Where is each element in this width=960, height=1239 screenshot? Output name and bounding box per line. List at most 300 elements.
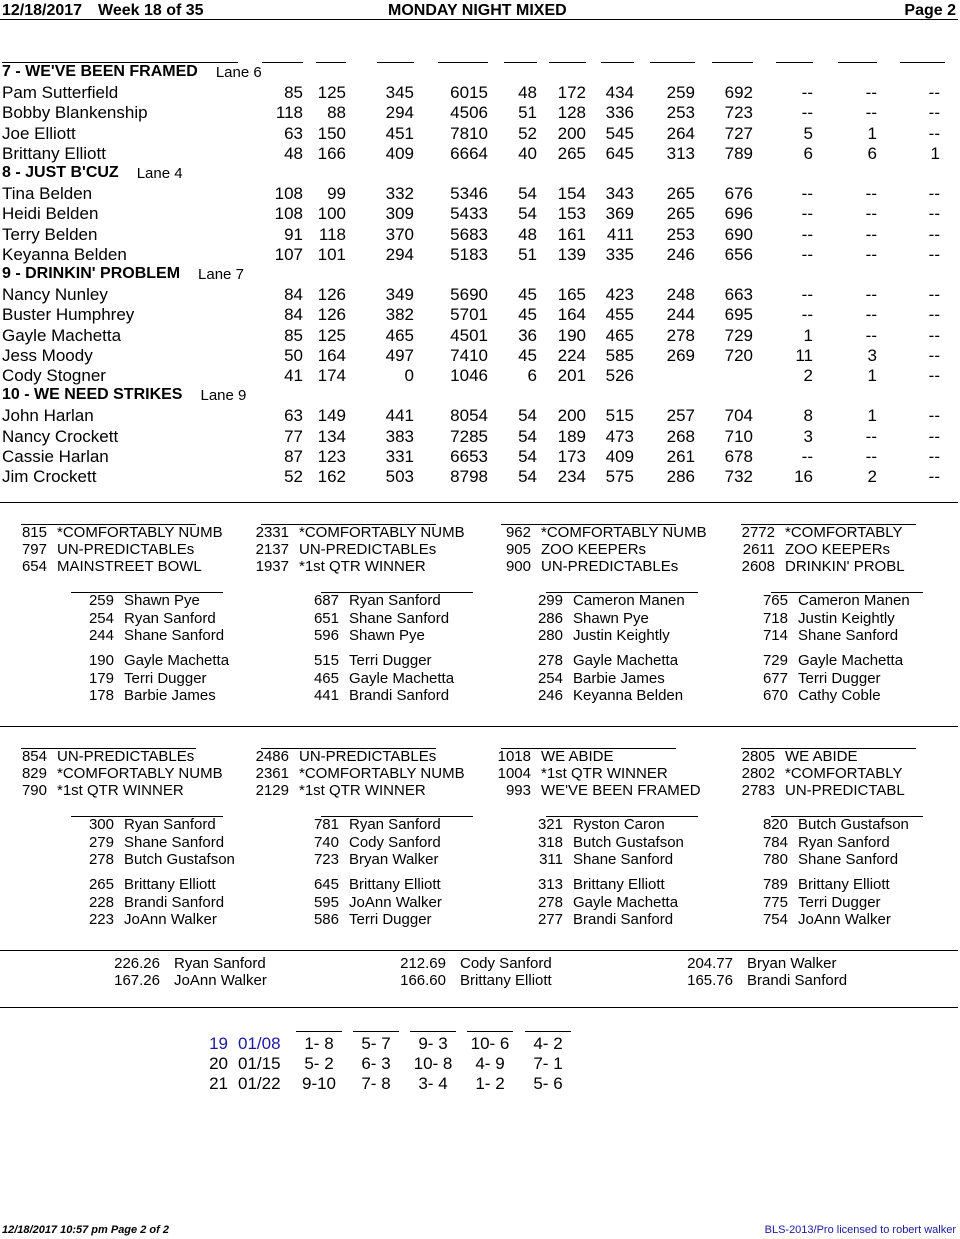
player-stat-avg: 164	[317, 345, 346, 365]
player-stat-avg: 162	[317, 467, 346, 486]
team-lane: Lane 4	[136, 165, 183, 182]
women-score-value: 789	[762, 876, 788, 893]
lane-matchup: 5- 7	[361, 1034, 391, 1053]
lane-pair-underline	[296, 1031, 342, 1032]
footer-license: BLS-2013/Pro licensed to robert walker	[764, 1224, 956, 1236]
player-stat-hdcp-sers: 678	[724, 446, 753, 466]
player-stat-hdcp-game: 286	[666, 467, 695, 486]
player-row	[0, 124, 960, 144]
player-stat-hdcp: 63	[284, 406, 303, 426]
team-name: 8 - JUST B'CUZ	[2, 164, 119, 181]
player-stat-600s: --	[928, 446, 940, 466]
player-stat-gms: 45	[518, 285, 537, 305]
lane-pair-underline	[353, 1031, 399, 1032]
player-stat-200s: --	[865, 285, 877, 305]
player-stat-200s: --	[865, 325, 877, 345]
player-stat-high-sers: 411	[606, 224, 634, 244]
player-stat-high-sers: 336	[605, 103, 634, 123]
player-stat-hdcp: 77	[284, 426, 303, 446]
player-stat-high-sers: 645	[605, 143, 634, 163]
player-stat-avg: 101	[317, 244, 346, 264]
team-lane: Lane 6	[215, 64, 262, 81]
women-score-value: 754	[762, 911, 788, 928]
player-stat-gms: 36	[518, 325, 537, 345]
men-score-name: Shane Sanford	[798, 851, 899, 868]
men-score-value: 687	[313, 592, 339, 609]
player-stat-pins: 5433	[450, 204, 488, 224]
player-stat-gms: 54	[518, 426, 537, 446]
player-stat-total: 345	[385, 83, 414, 103]
women-score-name: Brandi Sanford	[349, 687, 450, 704]
women-score-value: 645	[313, 876, 339, 893]
player-stat-175s: 2	[803, 366, 813, 385]
men-score-name: Ryston Caron	[573, 816, 665, 833]
women-score-value: 278	[537, 652, 563, 669]
report-date: 12/18/2017	[2, 2, 83, 19]
men-score-name: Butch Gustafson	[798, 816, 909, 833]
player-stat-high-sers: 335	[605, 244, 634, 264]
player-stat-hdcp-game: 269	[666, 345, 695, 365]
player-stat-high-sers: 545	[605, 123, 634, 143]
lane-week-date: 01/15	[238, 1054, 281, 1073]
men-average-value: 212.69	[400, 955, 446, 972]
player-stat-hdcp-sers: 692	[724, 83, 753, 103]
women-score-value: 670	[762, 687, 788, 704]
women-score-value: 254	[537, 669, 563, 687]
men-score-value: 820	[762, 816, 788, 833]
player-stat-600s: --	[928, 467, 940, 486]
player-stat-high-game: 190	[557, 325, 586, 345]
men-score-value: 318	[537, 833, 563, 851]
player-stat-gms: 54	[518, 467, 537, 486]
team-score-value: 797	[21, 541, 47, 558]
men-score-value: 286	[537, 609, 563, 627]
player-stat-total: 294	[385, 244, 414, 264]
team-score-value: 2772	[741, 524, 775, 541]
women-score-name: Gayle Machetta	[798, 652, 904, 669]
men-score-value: 299	[537, 592, 563, 609]
men-score-name: Cameron Manen	[573, 592, 685, 609]
player-stat-high-sers: 473	[605, 426, 634, 446]
player-name: Terry Belden	[2, 224, 98, 244]
player-stat-total: 441	[385, 406, 414, 426]
player-stat-200s: --	[865, 446, 877, 466]
player-stat-pins: 8798	[450, 467, 488, 486]
player-row	[0, 406, 960, 426]
women-score-value: 313	[537, 876, 563, 893]
player-row	[0, 285, 960, 305]
men-score-name: Butch Gustafson	[124, 851, 235, 868]
section-rule	[0, 502, 958, 503]
team-score-value: 905	[505, 541, 531, 558]
player-stat-hdcp: 118	[275, 103, 303, 123]
lane-matchup: 5- 6	[533, 1074, 563, 1093]
player-stat-total: 0	[404, 366, 414, 385]
men-score-name: Shane Sanford	[573, 851, 674, 868]
player-stat-pins: 4506	[450, 103, 488, 123]
player-stat-hdcp-game: 246	[666, 244, 695, 264]
player-stat-high-game: 234	[557, 467, 586, 486]
player-stat-hdcp-sers: 676	[724, 184, 753, 204]
lane-matchup: 7- 8	[361, 1074, 391, 1093]
player-name: Jim Crockett	[2, 467, 97, 486]
player-stat-hdcp-game: 278	[666, 325, 695, 345]
team-score-value: 962	[505, 524, 531, 541]
women-score-name: Terri Dugger	[798, 893, 881, 911]
player-stat-hdcp: 85	[284, 83, 303, 103]
player-stat-175s: --	[801, 103, 813, 123]
women-average-value: 167.26	[114, 972, 160, 989]
men-score-value: 311	[539, 851, 563, 868]
league-name: MONDAY NIGHT MIXED	[388, 2, 567, 19]
player-row	[0, 103, 960, 123]
player-stat-pins: 1046	[450, 366, 488, 385]
team-score-value: 829	[21, 765, 47, 782]
player-stat-175s: --	[801, 446, 813, 466]
player-stat-hdcp-sers: 732	[724, 467, 753, 486]
team-score-value: 790	[21, 782, 47, 799]
player-stat-avg: 134	[317, 426, 346, 446]
men-score-value: 259	[88, 592, 114, 609]
men-score-value: 765	[762, 592, 788, 609]
team-header-row	[0, 164, 960, 184]
team-header-row	[0, 265, 960, 285]
section-rule	[0, 726, 958, 727]
men-score-value: 300	[88, 816, 114, 833]
player-stat-200s: --	[865, 224, 877, 244]
player-stat-hdcp-sers: 704	[724, 406, 753, 426]
player-stat-avg: 100	[317, 204, 346, 224]
player-stat-hdcp-game: 265	[666, 204, 695, 224]
player-stat-total: 349	[385, 285, 414, 305]
player-stat-hdcp: 63	[284, 123, 303, 143]
player-stat-hdcp-sers: 695	[724, 305, 753, 325]
player-stat-200s: --	[865, 83, 877, 103]
lane-week-number: 20	[209, 1054, 228, 1073]
player-stat-hdcp-sers: 723	[724, 103, 753, 123]
player-row	[0, 225, 960, 245]
women-score-name: Gayle Machetta	[573, 893, 679, 911]
player-stat-200s: --	[865, 204, 877, 224]
player-stat-total: 331	[385, 446, 414, 466]
player-stat-pins: 6664	[450, 143, 488, 163]
women-score-name: Gayle Machetta	[349, 669, 455, 687]
player-row	[0, 204, 960, 224]
player-stat-hdcp: 108	[274, 184, 303, 204]
team-score-value: 2129	[255, 782, 289, 799]
women-score-value: 178	[88, 687, 114, 704]
player-stat-total: 370	[385, 224, 414, 244]
player-row	[0, 144, 960, 164]
player-stat-high-game: 153	[557, 204, 586, 224]
lane-matchup: 7- 1	[533, 1054, 563, 1073]
men-score-name: Shawn Pye	[124, 592, 200, 609]
player-stat-600s: --	[928, 426, 940, 446]
player-stat-avg: 149	[317, 406, 346, 426]
player-name: Jess Moody	[2, 345, 93, 365]
team-score-value: 2361	[255, 765, 289, 782]
team-score-value: 1004	[497, 765, 531, 782]
team-score-value: 2137	[255, 541, 289, 558]
women-score-name: Terri Dugger	[349, 911, 432, 928]
men-score-value: 651	[313, 609, 339, 627]
team-score-name: ZOO KEEPERs	[541, 541, 647, 558]
player-stat-600s: --	[928, 305, 940, 325]
player-stat-pins: 5683	[450, 224, 488, 244]
men-average-name: Cody Sanford	[460, 955, 552, 972]
player-stat-hdcp: 108	[274, 204, 303, 224]
player-stat-175s: --	[801, 285, 813, 305]
team-name: 7 - WE'VE BEEN FRAMED	[2, 63, 198, 80]
player-stat-pins: 5346	[450, 184, 488, 204]
player-name: Heidi Belden	[2, 204, 99, 224]
lane-week-number: 19	[209, 1034, 228, 1053]
player-row	[0, 447, 960, 467]
player-stat-high-sers: 343	[605, 184, 634, 204]
men-score-value: 781	[313, 816, 339, 833]
player-stat-600s: --	[928, 285, 940, 305]
women-score-name: Terri Dugger	[349, 652, 432, 669]
women-score-value: 228	[88, 893, 114, 911]
team-score-value: 1937	[255, 558, 289, 575]
team-score-name: *COMFORTABLY NUMB	[299, 765, 465, 782]
player-stat-175s: 6	[803, 143, 813, 163]
team-lane: Lane 7	[198, 266, 244, 283]
men-score-name: Bryan Walker	[349, 851, 439, 868]
player-stat-hdcp-sers: 663	[724, 285, 753, 305]
men-score-value: 254	[88, 609, 114, 627]
player-stat-high-sers: 575	[605, 467, 634, 486]
player-stat-600s: 1	[930, 143, 940, 163]
player-stat-600s: --	[928, 406, 940, 426]
women-average-name: Brandi Sanford	[747, 972, 848, 989]
team-score-name: *1st QTR WINNER	[57, 782, 184, 799]
player-stat-high-game: 128	[557, 103, 586, 123]
player-stat-175s: --	[801, 83, 813, 103]
player-stat-hdcp-sers: 729	[724, 325, 753, 345]
team-score-value: 2611	[742, 541, 775, 558]
women-score-name: Keyanna Belden	[573, 687, 684, 704]
lane-week-date: 01/08	[238, 1034, 281, 1053]
player-stat-avg: 125	[317, 83, 346, 103]
player-stat-gms: 48	[518, 224, 537, 244]
team-score-name: UN-PREDICTABLEs	[541, 558, 679, 575]
lane-matchup: 9-10	[301, 1074, 337, 1093]
team-score-value: 2331	[255, 524, 289, 541]
player-stat-hdcp: 48	[284, 143, 303, 163]
player-stat-600s: --	[928, 244, 940, 264]
team-score-name: MAINSTREET BOWL	[57, 558, 202, 575]
men-score-value: 723	[313, 851, 339, 868]
player-stat-avg: 174	[317, 366, 346, 385]
women-score-value: 586	[313, 911, 339, 928]
team-score-value: 2486	[255, 748, 289, 765]
player-stat-gms: 45	[518, 345, 537, 365]
women-score-name: Brandi Sanford	[573, 911, 674, 928]
men-score-name: Shane Sanford	[124, 833, 225, 851]
lane-pair-underline	[467, 1031, 513, 1032]
player-stat-200s: 2	[867, 467, 877, 486]
women-score-name: Cathy Coble	[798, 687, 881, 704]
player-stat-hdcp: 52	[284, 467, 303, 486]
team-score-name: ZOO KEEPERs	[785, 541, 891, 558]
player-stat-600s: --	[928, 83, 940, 103]
player-stat-175s: 11	[795, 345, 813, 365]
player-stat-600s: --	[928, 123, 940, 143]
team-score-name: WE ABIDE	[785, 748, 858, 765]
women-score-value: 265	[88, 876, 114, 893]
team-score-value: 654	[21, 558, 47, 575]
lane-matchup: 10- 6	[470, 1034, 510, 1053]
player-stat-hdcp-sers: 710	[724, 426, 753, 446]
player-name: Cassie Harlan	[2, 446, 109, 466]
women-score-name: Barbie James	[124, 687, 216, 704]
women-score-value: 515	[313, 652, 339, 669]
men-score-value: 780	[762, 851, 788, 868]
player-stat-avg: 126	[317, 305, 346, 325]
player-stat-total: 383	[385, 426, 414, 446]
player-stat-hdcp-game: 268	[666, 426, 695, 446]
player-stat-pins: 4501	[450, 325, 488, 345]
team-score-name: *COMFORTABLY NUMB	[299, 524, 465, 541]
player-stat-200s: 1	[867, 123, 877, 143]
player-name: Bobby Blankenship	[2, 103, 148, 123]
lane-matchup: 5- 2	[304, 1054, 334, 1073]
women-score-value: 775	[762, 893, 788, 911]
player-name: Joe Elliott	[2, 123, 76, 143]
player-stat-total: 409	[385, 143, 414, 163]
men-score-name: Cameron Manen	[798, 592, 910, 609]
men-score-value: 280	[537, 627, 563, 644]
team-name: 9 - DRINKIN' PROBLEM	[2, 265, 181, 282]
player-row	[0, 427, 960, 447]
lane-matchup: 10- 8	[413, 1054, 453, 1073]
team-score-name: UN-PREDICTABLEs	[57, 748, 195, 765]
player-stat-high-sers: 434	[605, 83, 634, 103]
men-score-value: 740	[313, 833, 339, 851]
player-stat-hdcp-game: 257	[666, 406, 695, 426]
women-average-name: JoAnn Walker	[174, 972, 267, 989]
player-stat-600s: --	[928, 345, 940, 365]
week-label: Week 18 of 35	[98, 2, 204, 19]
player-stat-high-game: 189	[557, 426, 586, 446]
men-average-name: Ryan Sanford	[174, 955, 266, 972]
player-stat-200s: --	[865, 305, 877, 325]
women-average-name: Brittany Elliott	[460, 972, 552, 989]
team-score-name: *COMFORTABLY NUMB	[541, 524, 707, 541]
men-score-value: 279	[88, 833, 114, 851]
lane-matchup: 3- 4	[418, 1074, 448, 1093]
team-score-name: *COMFORTABLY NUMB	[57, 765, 223, 782]
player-name: Cody Stogner	[2, 366, 106, 385]
player-stat-gms: 6	[527, 366, 537, 385]
women-score-name: JoAnn Walker	[349, 893, 442, 911]
men-score-value: 784	[762, 833, 788, 851]
player-row	[0, 366, 960, 386]
player-stat-600s: --	[928, 224, 940, 244]
team-name: 10 - WE NEED STRIKES	[2, 386, 183, 404]
player-stat-600s: --	[928, 204, 940, 224]
player-stat-pins: 7285	[450, 426, 488, 446]
player-stat-total: 465	[385, 325, 414, 345]
player-stat-pins: 7810	[450, 123, 488, 143]
team-score-value: 2802	[741, 765, 775, 782]
player-row	[0, 184, 960, 204]
player-stat-200s: --	[865, 103, 877, 123]
men-score-name: Shawn Pye	[573, 609, 649, 627]
women-score-value: 179	[88, 669, 114, 687]
player-stat-pins: 6653	[450, 446, 488, 466]
team-score-name: *COMFORTABLY NUMB	[57, 524, 223, 541]
player-row	[0, 346, 960, 366]
section-rule	[0, 950, 958, 951]
lane-matchup: 9- 3	[418, 1034, 448, 1053]
player-stat-hdcp-game: 261	[666, 446, 695, 466]
player-stat-pins: 6015	[450, 83, 488, 103]
player-stat-avg: 123	[317, 446, 346, 466]
women-score-name: Terri Dugger	[124, 669, 207, 687]
team-score-name: *1st QTR WINNER	[299, 782, 426, 799]
team-score-value: 993	[505, 782, 531, 799]
women-average-value: 165.76	[687, 972, 733, 989]
player-stat-high-game: 224	[557, 345, 586, 365]
team-score-name: *COMFORTABLY	[785, 524, 903, 541]
lane-pair-underline	[410, 1031, 456, 1032]
women-score-name: Brittany Elliott	[798, 876, 890, 893]
men-score-value: 718	[762, 609, 788, 627]
women-score-name: JoAnn Walker	[124, 911, 217, 928]
player-stat-hdcp-game: 313	[666, 143, 695, 163]
lane-matchup: 4- 9	[475, 1054, 505, 1073]
player-stat-gms: 40	[518, 143, 537, 163]
women-score-value: 190	[88, 652, 114, 669]
player-stat-hdcp: 41	[284, 366, 303, 385]
men-score-value: 321	[537, 816, 563, 833]
player-stat-200s: --	[865, 426, 877, 446]
player-stat-hdcp-sers: 690	[724, 224, 753, 244]
team-score-name: WE'VE BEEN FRAMED	[541, 782, 701, 799]
team-score-name: UN-PREDICTABL	[785, 782, 905, 799]
player-stat-avg: 88	[327, 103, 346, 123]
men-score-name: Shane Sanford	[798, 627, 899, 644]
player-stat-200s: --	[865, 184, 877, 204]
player-stat-high-game: 265	[557, 143, 586, 163]
women-score-name: Gayle Machetta	[573, 652, 679, 669]
player-row	[0, 467, 960, 487]
women-score-name: Barbie James	[573, 669, 665, 687]
player-stat-gms: 54	[518, 406, 537, 426]
men-score-name: Ryan Sanford	[798, 833, 890, 851]
player-stat-high-sers: 585	[605, 345, 634, 365]
player-stat-200s: --	[865, 244, 877, 264]
footer-printed: 12/18/2017 10:57 pm Page 2 of 2	[2, 1224, 169, 1236]
men-score-name: Ryan Sanford	[124, 816, 216, 833]
player-stat-175s: --	[801, 184, 813, 204]
player-stat-high-game: 200	[557, 123, 586, 143]
player-stat-avg: 99	[327, 184, 346, 204]
player-row	[0, 245, 960, 265]
section-rule	[0, 1007, 958, 1008]
player-stat-175s: --	[801, 305, 813, 325]
team-score-value: 900	[505, 558, 531, 575]
men-average-name: Bryan Walker	[747, 955, 837, 972]
player-stat-600s: --	[928, 103, 940, 123]
team-lane: Lane 9	[200, 387, 247, 405]
men-score-name: Ryan Sanford	[349, 816, 441, 833]
lane-week-date: 01/22	[238, 1074, 281, 1093]
player-stat-600s: --	[928, 325, 940, 345]
women-average-value: 166.60	[400, 972, 446, 989]
